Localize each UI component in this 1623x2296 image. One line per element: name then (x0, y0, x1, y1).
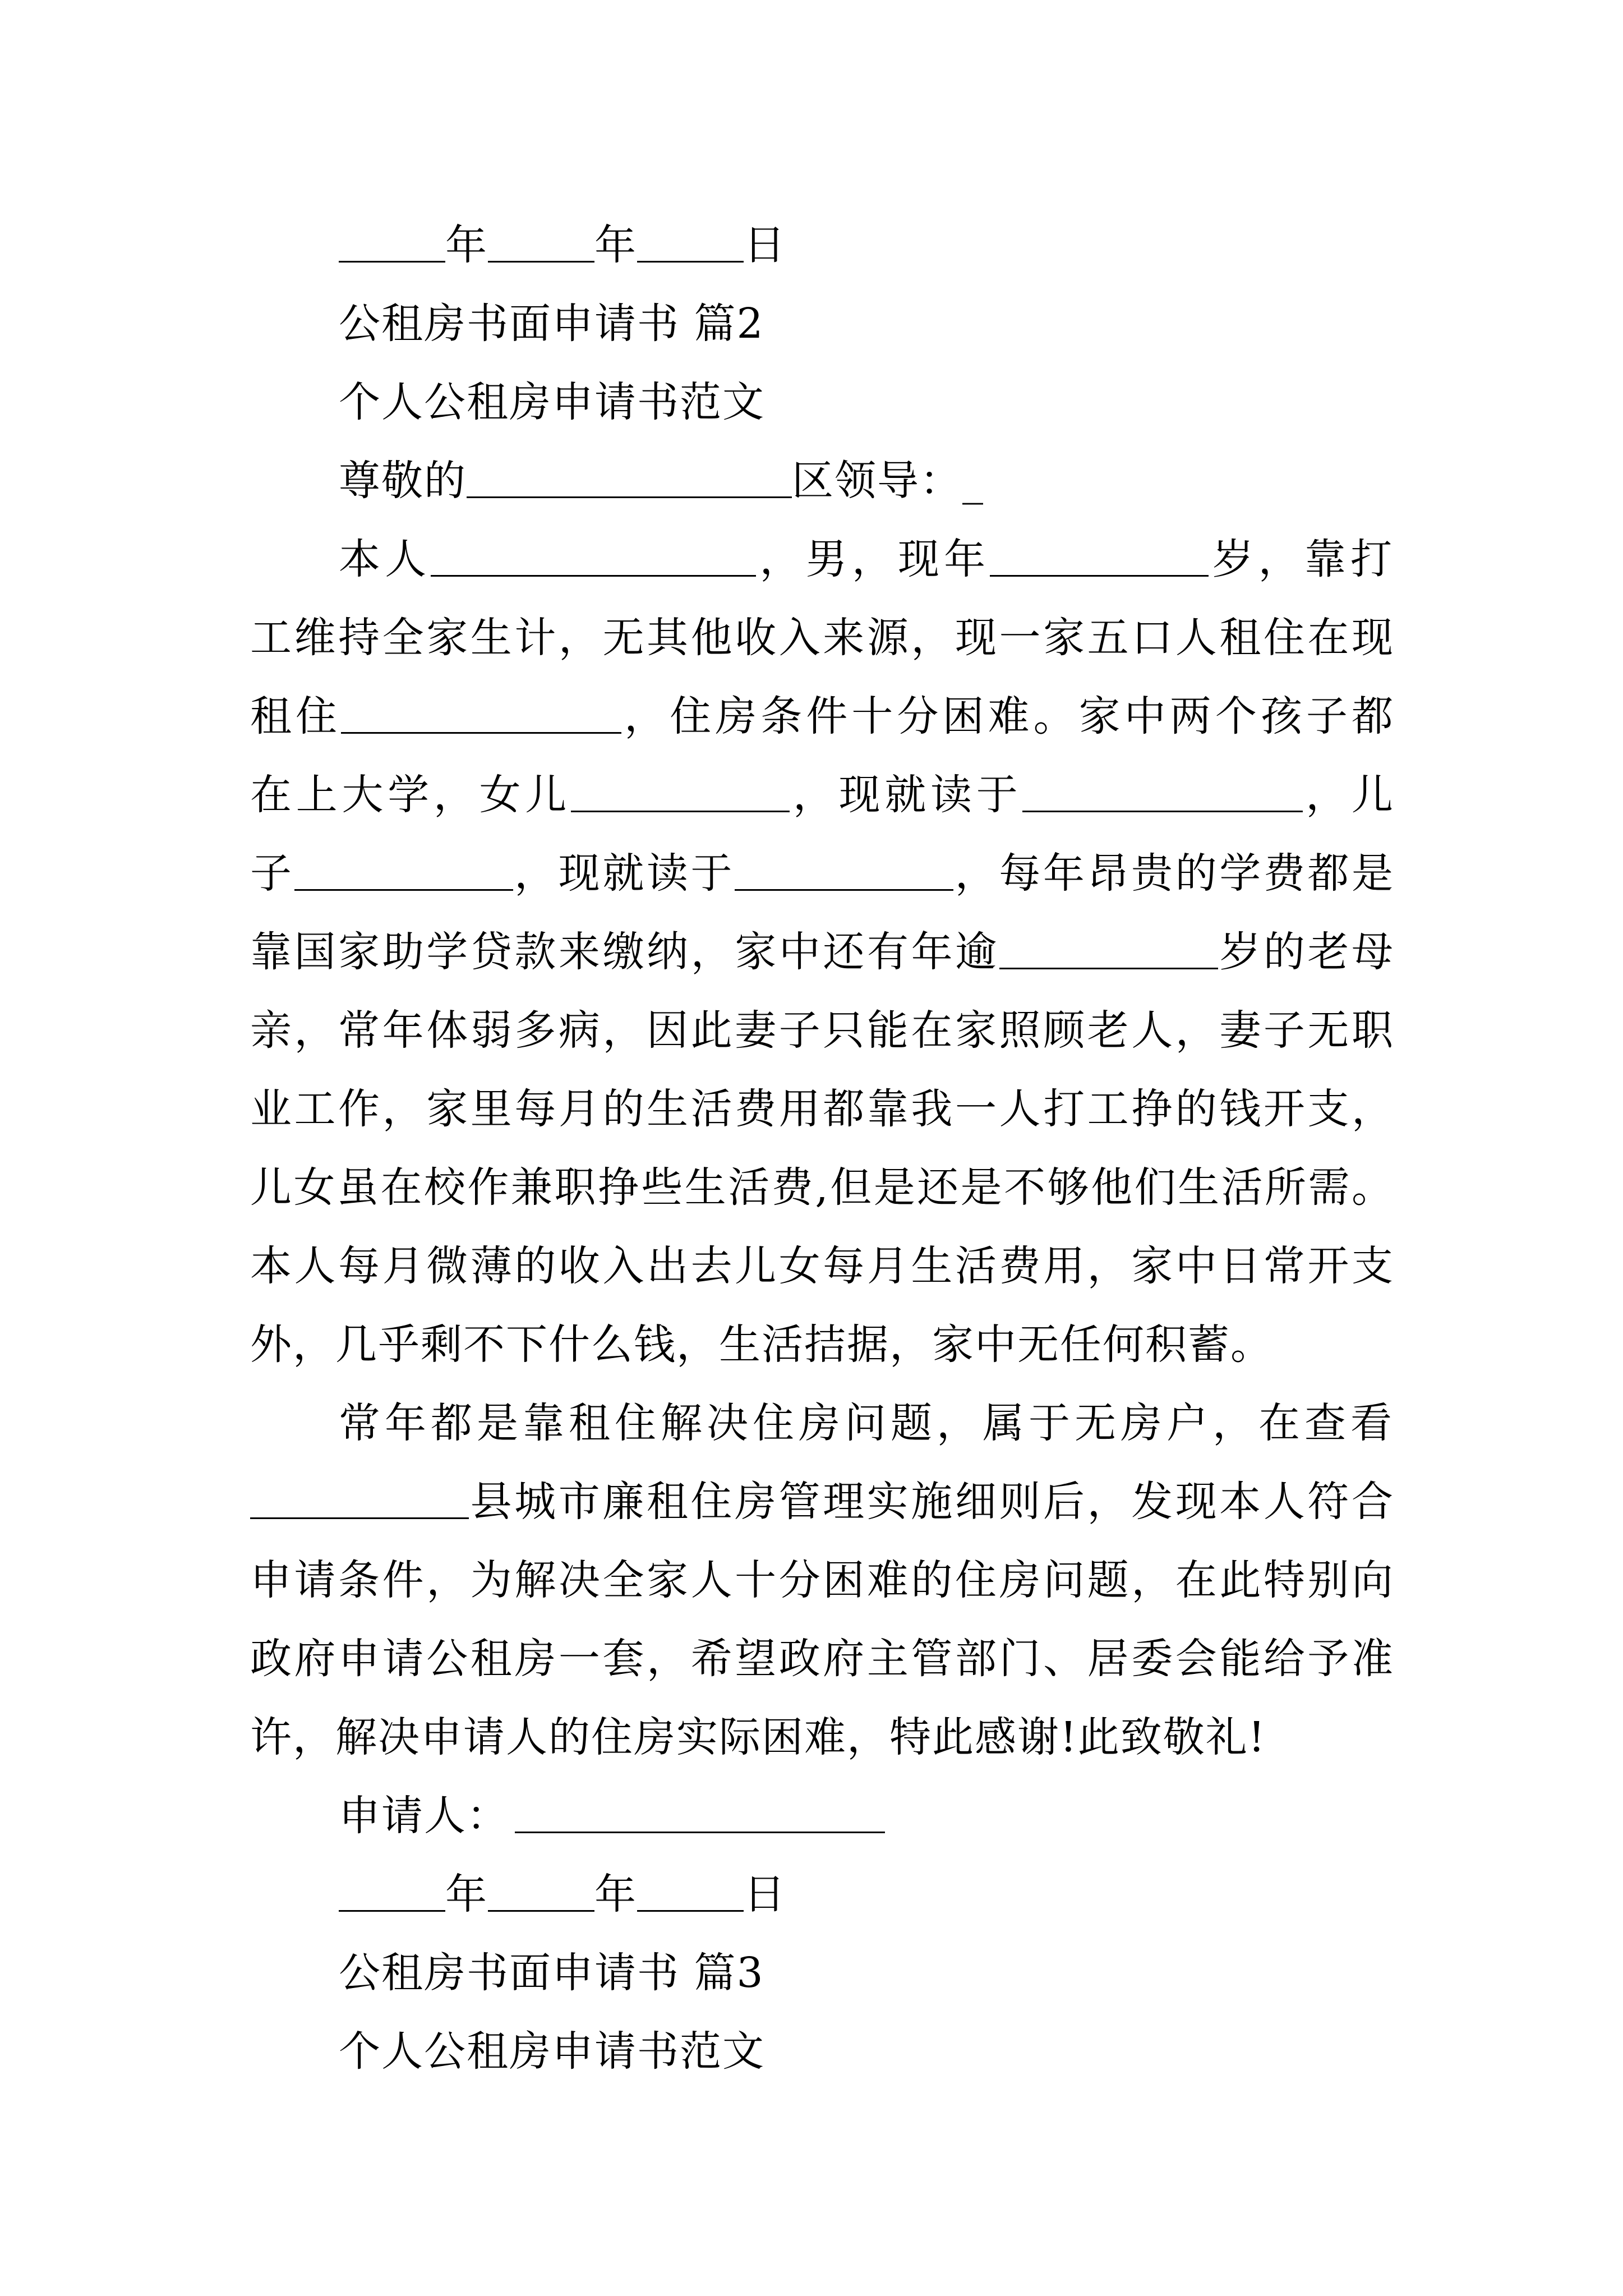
blank-field (999, 928, 1218, 969)
text-span: ，现就读于 (513, 849, 735, 898)
blank-field (341, 693, 621, 734)
paragraph-line (250, 677, 1394, 756)
section-subtitle: 个人公租房申请书范文 (339, 2027, 765, 2076)
text-span: 本人 (339, 535, 431, 583)
salutation (339, 441, 1483, 520)
text-span: 租住 (250, 692, 342, 740)
text-span: 岁，靠打 (1209, 535, 1394, 583)
text-span: ，每年昂贵的学费都是 (953, 849, 1395, 898)
text-span: 县城市廉租住房管理实施细则后，发现本人符合 (469, 1478, 1394, 1526)
salutation-suffix: 区领导：_ (792, 457, 984, 505)
section-subtitle: 个人公租房申请书范文 (339, 378, 765, 426)
paragraph-line: 工维持全家生计，无其他收入来源，现一家五口人租住在现 (250, 614, 1394, 662)
text-span: 在上大学，女儿 (250, 771, 571, 819)
applicant-line (339, 1777, 1483, 1855)
paragraph-line: 政府申请公租房一套，希望政府主管部门、居委会能给予准 (250, 1635, 1394, 1683)
date-line (339, 1855, 1483, 1934)
blank-field (339, 1871, 445, 1912)
applicant-label: 申请人： (339, 1792, 509, 1840)
blank-field (467, 457, 792, 498)
blank-field (431, 536, 756, 577)
year-label: 年 (445, 1870, 488, 1918)
text-span: 岁的老母 (1218, 928, 1395, 976)
section-heading: 公租房书面申请书 篇2 (339, 300, 764, 348)
paragraph-line: 外，几乎剩不下什么钱，生活拮据，家中无任何积蓄。 (250, 1320, 1273, 1369)
blank-field (294, 850, 513, 891)
blank-field (488, 1871, 594, 1912)
text-span: ，住房条件十分困难。家中两个孩子都 (621, 692, 1395, 740)
text-span: ，现就读于 (790, 771, 1022, 819)
paragraph-line (250, 834, 1394, 913)
paragraph-line: 许，解决申请人的住房实际困难，特此感谢!此致敬礼! (250, 1713, 1266, 1761)
paragraph-line (250, 913, 1394, 991)
paragraph-line: 常年都是靠租住解决住房问题，属于无房户，在查看 (339, 1399, 1393, 1447)
paragraph-line (250, 1462, 1394, 1541)
text-span: ，男，现年 (756, 535, 990, 583)
blank-field (571, 771, 790, 812)
blank-field (339, 222, 445, 263)
blank-field (735, 850, 953, 891)
month-label: 年 (594, 1870, 637, 1918)
blank-field (488, 222, 594, 263)
blank-field (515, 1792, 885, 1833)
salutation-prefix: 尊敬的 (339, 457, 467, 505)
date-line (339, 206, 1483, 284)
paragraph-line: 儿女虽在校作兼职挣些生活费,但是还是不够他们生活所需。 (250, 1163, 1394, 1212)
section-heading: 公租房书面申请书 篇3 (339, 1949, 764, 1997)
blank-field (990, 536, 1209, 577)
day-label: 日 (744, 221, 786, 269)
paragraph-line: 亲，常年体弱多病，因此妻子只能在家照顾老人，妻子无职 (250, 1006, 1394, 1055)
year-label: 年 (445, 221, 488, 269)
day-label: 日 (744, 1870, 786, 1918)
text-span: 子 (250, 849, 294, 898)
paragraph-line (250, 756, 1394, 834)
paragraph-line: 业工作，家里每月的生活费用都靠我一人打工挣的钱开支， (250, 1085, 1394, 1133)
month-label: 年 (594, 221, 637, 269)
paragraph-line: 本人每月微薄的收入出去儿女每月生活费用，家中日常开支 (250, 1242, 1394, 1290)
blank-field (1022, 771, 1303, 812)
blank-field (250, 1478, 469, 1519)
paragraph-line (339, 520, 1393, 599)
paragraph-line: 申请条件，为解决全家人十分困难的住房问题，在此特别向 (250, 1556, 1394, 1604)
text-span: 靠国家助学贷款来缴纳，家中还有年逾 (250, 928, 999, 976)
text-span: ，儿 (1302, 771, 1395, 819)
blank-field (637, 222, 744, 263)
blank-field (637, 1871, 744, 1912)
